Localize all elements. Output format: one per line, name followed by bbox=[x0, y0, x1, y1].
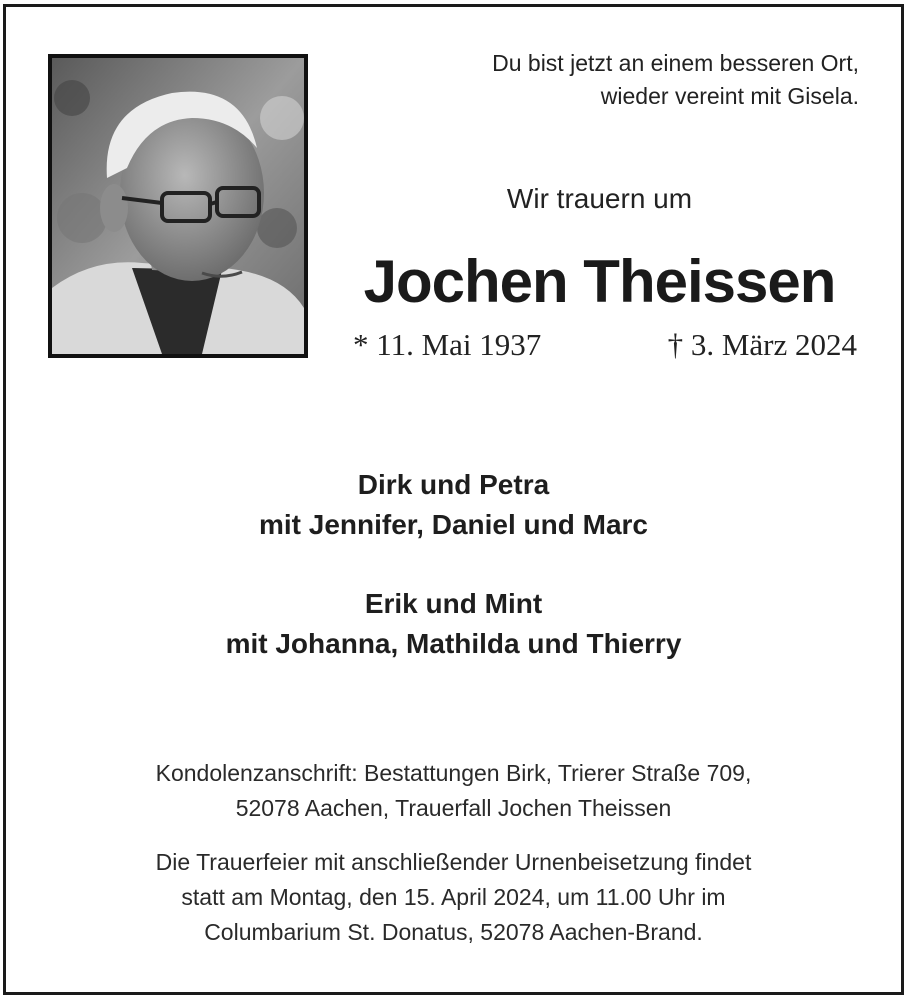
obituary-notice bbox=[3, 4, 904, 995]
deceased-name: Jochen Theissen bbox=[363, 248, 836, 315]
death-date: † 3. März 2024 bbox=[667, 327, 857, 362]
condolence-line-1: Kondolenzanschrift: Bestattungen Birk, Trierer Straße 709, bbox=[155, 760, 752, 786]
ceremony-line-3: Columbarium St. Donatus, 52078 Aachen-Brand. bbox=[204, 919, 703, 945]
ceremony-details bbox=[6, 845, 901, 950]
motto-quote bbox=[492, 47, 859, 113]
condolence-address bbox=[6, 756, 901, 826]
condolence-line-2: 52078 Aachen, Trauerfall Jochen Theissen bbox=[235, 795, 672, 821]
family-group-2-line-1: Erik und Mint bbox=[364, 588, 543, 619]
family-group-1-line-2: mit Jennifer, Daniel und Marc bbox=[259, 509, 648, 540]
portrait-image bbox=[52, 58, 304, 354]
family-group-2 bbox=[6, 584, 901, 664]
family-group-1-line-1: Dirk und Petra bbox=[357, 469, 550, 500]
ceremony-line-1: Die Trauerfeier mit anschließender Urnenbeisetzung findet bbox=[155, 849, 752, 875]
mourning-intro: Wir trauern um bbox=[506, 183, 693, 214]
motto-line-2: wieder vereint mit Gisela. bbox=[600, 83, 859, 109]
motto-line-1: Du bist jetzt an einem besseren Ort, bbox=[492, 50, 859, 76]
life-dates bbox=[353, 327, 857, 363]
family-group-2-line-2: mit Johanna, Mathilda und Thierry bbox=[225, 628, 682, 659]
birth-date: * 11. Mai 1937 bbox=[353, 327, 542, 362]
portrait-photo bbox=[48, 54, 308, 358]
family-group-1 bbox=[6, 465, 901, 545]
ceremony-line-2: statt am Montag, den 15. April 2024, um 11.00 Uhr im bbox=[181, 884, 726, 910]
